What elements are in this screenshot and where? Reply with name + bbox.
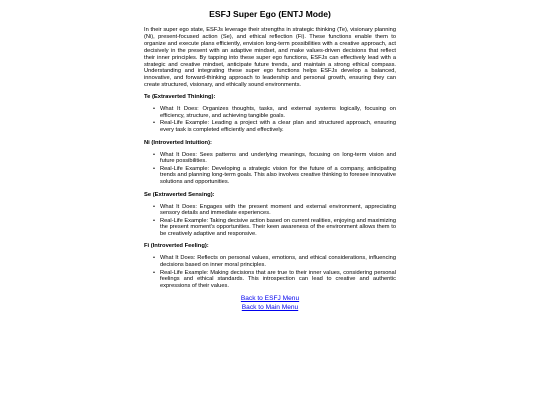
bullet-list-ni <box>144 152 396 186</box>
navigation-links <box>144 295 396 312</box>
section-se <box>144 192 396 238</box>
list-item-example: • Real-Life Example: Taking decisive action based on current realities, enjoying and maximizing the present moment's opportunities. Their keen awareness of the environment allows them to be creatively adaptive and responsive. <box>160 218 396 238</box>
list-item-what: • What It Does: Engages with the present moment and external environment, appreciating sensory details and immediate experiences. <box>160 204 396 217</box>
section-heading-fi: Fi (Introverted Feeling): <box>144 243 209 250</box>
section-te <box>144 94 396 133</box>
bullet-list-fi <box>144 255 396 289</box>
list-item-example: • Real-Life Example: Making decisions that are true to their inner values, considering personal feelings and ethical standards. This introspection can lead to creative and authentic expressions of their values. <box>160 270 396 290</box>
back-to-esfj-menu-link[interactable]: Back to ESFJ Menu <box>240 295 300 303</box>
list-item-what: • What It Does: Sees patterns and underlying meanings, focusing on long-term vision and future possibilities. <box>160 152 396 165</box>
section-ni <box>144 140 396 186</box>
page-title: ESFJ Super Ego (ENTJ Mode) <box>209 9 331 19</box>
section-heading-te: Te (Extraverted Thinking): <box>144 94 216 101</box>
list-item-example: • Real-Life Example: Leading a project with a clear plan and structured approach, ensuring every task is completed efficiently and effectively. <box>160 120 396 133</box>
bullet-list-te <box>144 106 396 133</box>
section-heading-ni: Ni (Introverted Intuition): <box>144 139 212 146</box>
list-item-what: • What It Does: Organizes thoughts, tasks, and external systems logically, focusing on efficiency, structure, and achieving tangible goals. <box>160 106 396 119</box>
section-heading-se: Se (Extraverted Sensing): <box>144 191 215 198</box>
list-item-what: • What It Does: Reflects on personal values, emotions, and ethical considerations, influencing decisions based on inner moral principles. <box>160 255 396 268</box>
section-fi <box>144 243 396 289</box>
intro-paragraph: In their super ego state, ESFJs leverage their strengths in strategic thinking (Te), visionary planning (Ni), present-focused action (Se), and ethical reflection (Fi). These functions enable them to organize and execute plans efficiently, envision long-term possibilities with a creative approach, act decisively in the present with an adaptive mindset, and make values-driven decisions that reflect their inner principles. By tapping into these super ego functions, ESFJs can effectively lead with a strategic and creative mindset, anticipate future trends, and maintain a strong ethical compass. Understanding and integrating these super ego functions helps ESFJs develop a balanced, innovative, and forward-thinking approach to leadership and personal growth, ensuring they can create structured, visionary, and ethically sound environments. <box>144 27 396 89</box>
bullet-list-se <box>144 204 396 238</box>
list-item-example: • Real-Life Example: Developing a strategic vision for the future of a company, anticipating trends and planning long-term goals. This also involves creative thinking to foresee innovative solutions and opportunities. <box>160 166 396 186</box>
back-to-main-menu-link[interactable]: Back to Main Menu <box>241 303 299 311</box>
